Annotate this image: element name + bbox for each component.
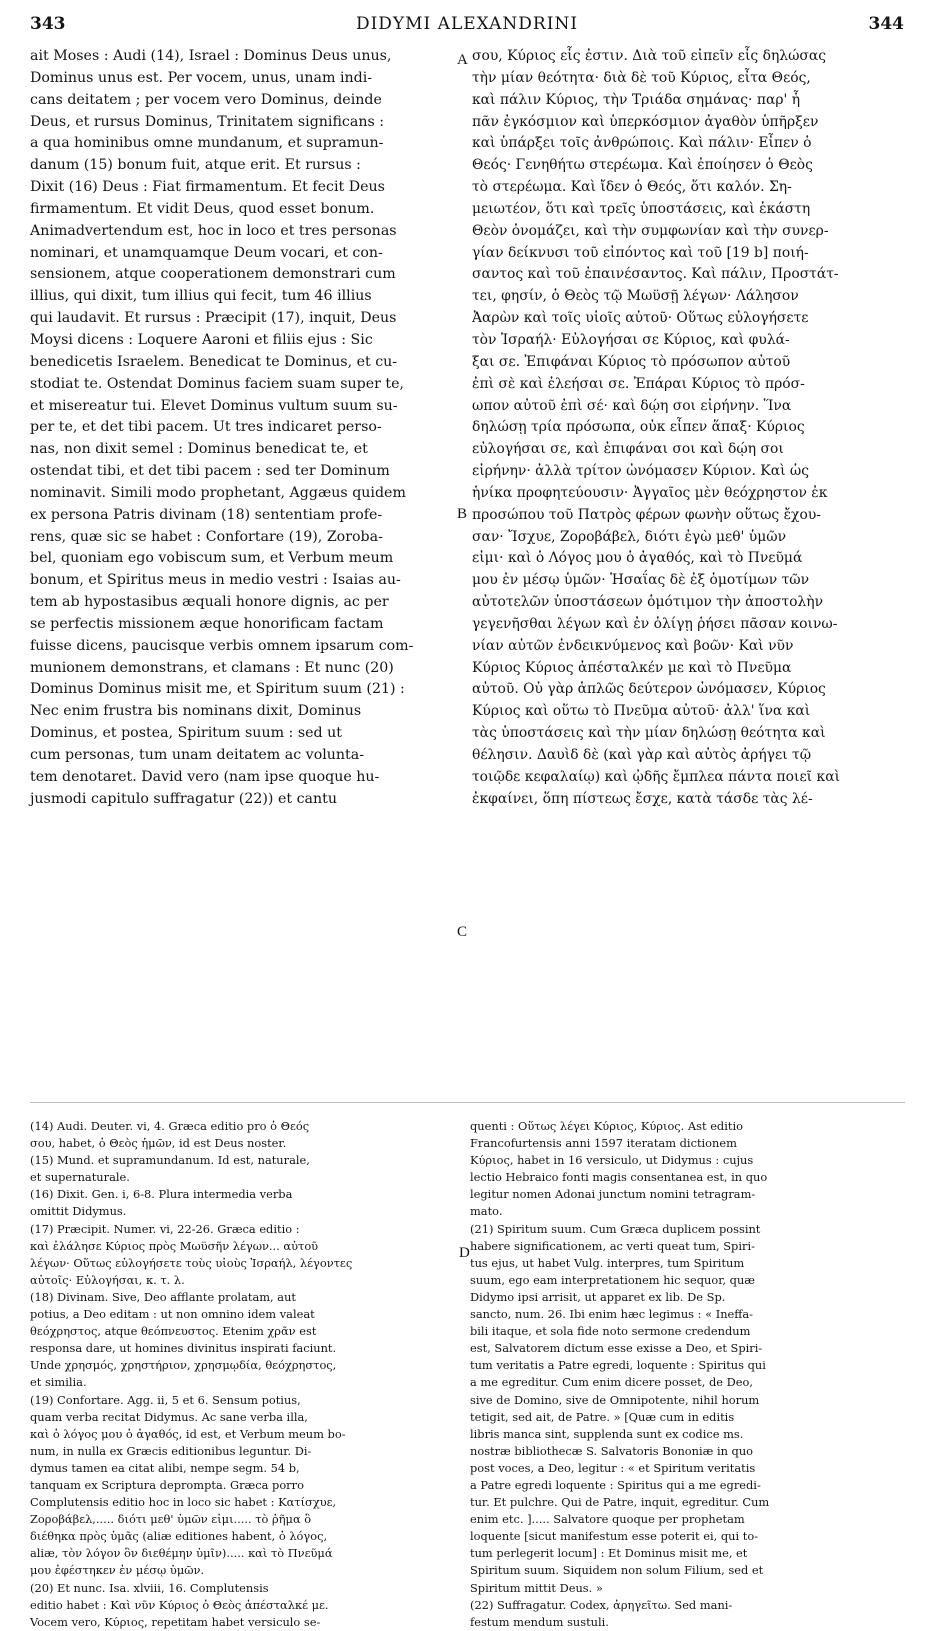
- margin-marker-a: A: [457, 52, 468, 68]
- greek-text-line: μου ἐν μέσῳ ὑμῶν· Ἡσαΐας δὲ ἐξ ὁμοτίμων τῶν: [472, 572, 810, 589]
- footnote-line: num, in nulla ex Græcis editionibus leguntur. Di-: [30, 1443, 312, 1458]
- footnote-line: tum perlegerit locum] : Et Dominus misit me, et: [470, 1546, 748, 1561]
- footnote-line: (20) Et nunc. Isa. xlviii, 16. Complutensis: [30, 1580, 269, 1595]
- latin-text-line: bonum, et Spiritus meus in medio vestri : Isaias au-: [30, 572, 401, 589]
- footnote-line: (21) Spiritum suum. Cum Græca duplicem possint: [470, 1221, 761, 1236]
- greek-text-line: ἐκφαίνει, ὅπη πίστεως ἔσχε, κατὰ τάσδε τὰς λέ-: [472, 790, 813, 807]
- latin-text-line: fuisse dicens, paucisque verbis omnem ipsarum com-: [30, 637, 414, 654]
- greek-text-line: τὸ στερέωμα. Καὶ ἴδεν ὁ Θεός, ὅτι καλόν. Ση-: [472, 179, 792, 196]
- footnote-line: (18) Divinam. Sive, Deo afflante prolatam, aut: [30, 1289, 296, 1304]
- footnote-line: aliæ, τὸν λόγον ὃν διεθέμην ὑμῖν)..... καὶ τὸ Πνεῦμά: [30, 1546, 333, 1561]
- footnote-line: potius, a Deo editam : ut non omnino idem valeat: [30, 1307, 315, 1322]
- latin-text-line: per te, et det tibi pacem. Ut tres indicaret perso-: [30, 419, 382, 436]
- latin-text-line: nominari, et unamquamque Deum vocari, et con-: [30, 244, 383, 261]
- latin-text-line: et misereatur tui. Elevet Dominus vultum suum su-: [30, 397, 398, 414]
- greek-text-line: εἰρήνην· ἀλλὰ τρίτον ὠνόμασεν Κύριον. Καὶ ὡς: [472, 463, 810, 480]
- footnote-line: et supernaturale.: [30, 1170, 130, 1185]
- footnote-line: loquente [sicut manifestum esse poterit ei, qui to-: [470, 1529, 759, 1544]
- footnote-line: mato.: [470, 1204, 503, 1219]
- greek-text-line: νίαν αὐτῶν ἐνδεικνύμενος καὶ βοῶν· Καὶ νῦν: [472, 637, 794, 654]
- latin-text-line: Deus, et rursus Dominus, Trinitatem significans :: [30, 113, 385, 130]
- greek-text-line: γεγενῆσθαι λέγων καὶ ἐν ὀλίγῃ ῥήσει πᾶσαν κοινω-: [472, 615, 838, 632]
- running-title: DIDYMI ALEXANDRINI: [355, 14, 579, 34]
- latin-text-line: Dixit (16) Deus : Fiat firmamentum. Et fecit Deus: [30, 179, 385, 196]
- footnote-separator: [30, 1102, 905, 1103]
- latin-text-line: nominavit. Simili modo prophetant, Aggæus quidem: [30, 484, 406, 501]
- footnote-line: sive de Domino, sive de Omnipotente, nihil horum: [470, 1392, 760, 1407]
- footnote-line: tum veritatis a Patre egredi, loquente : Spiritus qui: [470, 1358, 766, 1373]
- latin-text-line: a qua hominibus omne mundanum, et supramun-: [30, 135, 384, 152]
- greek-text-line: τοιῷδε κεφαλαίῳ) καὶ ᾠδῆς ἔμπλεα πάντα ποιεῖ καὶ: [472, 768, 841, 785]
- greek-text-line: Ἀαρὼν καὶ τοῖς υἱοῖς αὐτοῦ· Οὕτως εὐλογήσετε: [472, 310, 809, 327]
- footnote-line: (19) Confortare. Agg. ii, 5 et 6. Sensum potius,: [30, 1392, 301, 1407]
- greek-text-line: εὐλογήσαι σε, καὶ ἐπιφάναι σοι καὶ δῴη σοι: [472, 441, 784, 458]
- footnote-line: Spiritum mittit Deus. »: [470, 1580, 603, 1595]
- greek-text-line: αὐτοῦ. Οὐ γὰρ ἁπλῶς δεύτερον ὠνόμασεν, Κύριος: [472, 681, 826, 698]
- footnote-line: quenti : Οὕτως λέγει Κύριος, Κύριος. Ast editio: [470, 1119, 743, 1133]
- latin-text-line: jusmodi capitulo suffragatur (22)) et cantu: [30, 790, 337, 807]
- footnote-line: libris manca sint, supplenda sunt ex codice ms.: [470, 1426, 744, 1441]
- footnote-line: (17) Præcipit. Numer. vi, 22-26. Græca editio :: [30, 1221, 300, 1236]
- footnote-line: a me egreditur. Cum enim dicere posset, de Deo,: [470, 1375, 753, 1390]
- latin-text-line: se perfectis missionem æque honorificam factam: [30, 615, 384, 632]
- greek-text-line: καὶ πάλιν Κύριος, τὴν Τριάδα σημάνας· παρ' ἧ: [472, 91, 801, 108]
- latin-text-line: bel, quoniam ego vobiscum sum, et Verbum meum: [30, 550, 394, 567]
- latin-text-line: rens, quæ sic se habet : Confortare (19), Zoroba-: [30, 528, 383, 545]
- latin-text-line: benedicetis Israelem. Benedicat te Dominus, et cu-: [30, 353, 398, 370]
- greek-text-line: γίαν δείκνυσι τοῦ εἰπόντος καὶ τοῦ [19 b] ποιή-: [472, 244, 809, 261]
- latin-text-line: ostendat tibi, et det tibi pacem : sed ter Dominum: [30, 463, 390, 480]
- footnote-line: καὶ ὁ λόγος μου ὁ ἀγαθός, id est, et Verbum meum bo-: [30, 1426, 346, 1441]
- footnote-line: est, Salvatorem dictum esse exisse a Deo, et Spiri-: [470, 1341, 763, 1356]
- latin-text-line: tem denotaret. David vero (nam ipse quoque hu-: [30, 768, 380, 785]
- footnote-line: nostræ bibliothecæ S. Salvatoris Bononiæ in quo: [470, 1443, 754, 1458]
- greek-text-line: καὶ ὑπάρξει τοῖς ἀνθρώποις. Καὶ πάλιν· Εἶπεν ὁ: [472, 135, 812, 152]
- footnote-line: legitur nomen Adonai junctum nomini tetragram-: [470, 1187, 756, 1202]
- footnote-line: dymus tamen ea citat alibi, nempe segm. 54 b,: [30, 1460, 300, 1475]
- greek-text-line: σαν· Ἴσχυε, Ζοροβάβελ, διότι ἐγὼ μεθ' ὑμῶν: [472, 528, 787, 545]
- footnote-line: (22) Suffragatur. Codex, ἀρηγεῖτω. Sed mani-: [470, 1597, 733, 1612]
- footnote-line: Francofurtensis anni 1597 iteratam dictionem: [470, 1136, 737, 1151]
- greek-text-line: ἐπὶ σὲ καὶ ἐλεήσαι σε. Ἐπάραι Κύριος τὸ πρόσ-: [472, 375, 805, 392]
- footnote-line: tus ejus, ut habet Vulg. interpres, tum Spiritum: [470, 1255, 745, 1270]
- page-number-left: 343: [30, 14, 66, 34]
- footnote-line: lectio Hebraico fonti magis consentanea est, in quo: [470, 1170, 768, 1185]
- footnote-line: αὐτοῖς· Εὐλογήσαι, κ. τ. λ.: [30, 1272, 185, 1287]
- greek-text-line: Κύριος καὶ οὕτω τὸ Πνεῦμα αὐτοῦ· ἀλλ' ἵνα καὶ: [472, 703, 811, 720]
- greek-text-line: μειωτέον, ὅτι καὶ τρεῖς ὑποστάσεις, καὶ ἑκάστη: [472, 200, 811, 217]
- footnote-line: Ζοροβάβελ,..... διότι μεθ' ὑμῶν εἰμι..... τὸ ῥῆμα ὃ: [30, 1512, 312, 1527]
- latin-text-line: nas, non dixit semel : Dominus benedicat te, et: [30, 441, 368, 458]
- footnote-line: bili itaque, et sola fide noto sermone credendum: [470, 1324, 751, 1339]
- footnote-line: μου ἐφέστηκεν ἐν μέσῳ ὑμῶν.: [30, 1563, 205, 1578]
- greek-text-line: σαντος καὶ τοῦ ἐπαινέσαντος. Καὶ πάλιν, Προστάτ-: [472, 266, 839, 283]
- margin-marker-b: B: [457, 506, 468, 522]
- latin-text-line: Dominus, et postea, Spiritum suum : sed ut: [30, 725, 342, 742]
- footnote-line: Κύριος, habet in 16 versiculo, ut Didymus : cujus: [470, 1153, 754, 1168]
- latin-text-line: Nec enim frustra bis nominans dixit, Dominus: [30, 703, 362, 720]
- greek-text-line: εἰμι· καὶ ὁ Λόγος μου ὁ ἀγαθός, καὶ τὸ Πνεῦμά: [472, 550, 803, 567]
- greek-text-line: ξαι σε. Ἐπιφάναι Κύριος τὸ πρόσωπον αὐτοῦ: [472, 353, 791, 370]
- greek-text-line: ἡνίκα προφητεύουσιν· Ἀγγαῖος μὲν θεόχρηστον ἐκ: [472, 484, 828, 501]
- greek-text-line: Κύριος Κύριος ἀπέσταλκέν με καὶ τὸ Πνεῦμα: [472, 659, 792, 676]
- footnote-line: suum, ego eam interpretationem hic sequor, quæ: [470, 1272, 756, 1287]
- footnote-line: tur. Et pulchre. Qui de Patre, inquit, egreditur. Cum: [470, 1495, 770, 1510]
- latin-text-line: Animadvertendum est, hoc in loco et tres personas: [30, 222, 397, 239]
- footnote-line: quam verba recitat Didymus. Ac sane verba illa,: [30, 1409, 308, 1424]
- footnote-line: θεόχρηστος, atque θεόπνευστος. Etenim χρᾶν est: [30, 1324, 317, 1339]
- latin-text-line: firmamentum. Et vidit Deus, quod esset bonum.: [30, 200, 375, 217]
- greek-text-line: σου, Κύριος εἷς ἐστιν. Διὰ τοῦ εἰπεῖν εἷς δηλώσας: [472, 48, 827, 64]
- footnote-line: διέθηκα πρὸς ὑμᾶς (aliæ editiones habent, ὁ λόγος,: [30, 1529, 328, 1544]
- greek-text-line: αὐτοτελῶν ὑποστάσεων ὁμότιμον τὴν ἀποστολὴν: [472, 594, 824, 611]
- greek-text-line: ωπον αὐτοῦ ἐπὶ σέ· καὶ δῴη σοι εἰρήνην. Ἵνα: [472, 397, 792, 414]
- greek-text-line: Θεὸν ὀνομάζει, καὶ τὴν συμφωνίαν καὶ τὴν συνερ-: [472, 222, 829, 239]
- footnotes-left-column: [30, 1118, 458, 1629]
- footnote-line: (15) Mund. et supramundanum. Id est, naturale,: [30, 1153, 310, 1168]
- latin-text-line: danum (15) bonum fuit, atque erit. Et rursus :: [30, 157, 361, 174]
- footnote-line: (16) Dixit. Gen. i, 6-8. Plura intermedia verba: [30, 1187, 293, 1202]
- footnote-line: a Patre egredi loquente : Spiritus qui a me egredi-: [470, 1477, 761, 1492]
- latin-text-line: Dominus Dominus misit me, et Spiritum suum (21) :: [30, 681, 405, 698]
- footnote-line: habere significationem, ac verti queat tum, Spiri-: [470, 1238, 755, 1253]
- greek-text-line: Θεός· Γενηθήτω στερέωμα. Καὶ ἐποίησεν ὁ Θεὸς: [472, 157, 813, 174]
- latin-text-line: qui laudavit. Et rursus : Præcipit (17), inquit, Deus: [30, 310, 397, 327]
- footnotes-right-column: [470, 1118, 905, 1629]
- latin-text-line: ex persona Patris divinam (18) sententiam profe-: [30, 506, 383, 523]
- greek-text-column: [472, 46, 905, 1076]
- footnote-line: σου, habet, ὁ Θεὸς ἡμῶν, id est Deus noster.: [30, 1136, 287, 1151]
- latin-text-line: sensionem, atque cooperationem demonstrari cum: [30, 266, 396, 283]
- footnote-line: et similia.: [30, 1375, 87, 1390]
- footnote-line: editio habet : Καὶ νῦν Κύριος ὁ Θεὸς ἀπέσταλκέ με.: [30, 1597, 329, 1612]
- latin-text-line: Moysi dicens : Loquere Aaroni et filiis ejus : Sic: [30, 331, 373, 348]
- greek-text-line: τὰς ὑποστάσεις καὶ τὴν μίαν δηλώσῃ θεότητα καὶ: [472, 725, 826, 742]
- footnote-line: post voces, a Deo, legitur : « et Spiritum veritatis: [470, 1460, 756, 1475]
- footnote-line: responsa dare, ut homines divinitus inspirati faciunt.: [30, 1341, 337, 1356]
- footnote-line: Complutensis editio hoc in loco sic habet : Κατίσχυε,: [30, 1495, 337, 1510]
- greek-text-line: πᾶν ἐγκόσμιον καὶ ὑπερκόσμιον ἀγαθὸν ὑπῆρξεν: [472, 113, 819, 130]
- latin-text-line: tem ab hypostasibus æquali honore dignis, ac per: [30, 594, 389, 611]
- footnote-line: Spiritum suum. Siquidem non solum Filium, sed et: [470, 1563, 764, 1578]
- margin-marker-d: D: [459, 1245, 470, 1261]
- margin-marker-c: C: [457, 924, 468, 940]
- footnote-line: Vocem vero, Κύριος, repetitam habet versiculo se-: [30, 1614, 321, 1629]
- footnote-line: sancto, num. 26. Ibi enim hæc legimus : « Ineffa-: [470, 1307, 753, 1322]
- footnote-line: enim etc. ]..... Salvatore quoque per prophetam: [470, 1512, 745, 1527]
- footnote-line: tetigit, sed ait, de Patre. » [Quæ cum in editis: [470, 1409, 735, 1424]
- latin-text-line: munionem demonstrans, et clamans : Et nunc (20): [30, 659, 394, 676]
- footnote-line: (14) Audi. Deuter. vi, 4. Græca editio pro ὁ Θεός: [30, 1119, 310, 1133]
- footnote-line: καὶ ἐλάλησε Κύριος πρὸς Μωϋσῆν λέγων... αὐτοῦ: [30, 1238, 319, 1253]
- latin-text-line: cum personas, tum unam deitatem ac volunta-: [30, 747, 364, 763]
- footnote-line: Unde χρησμός, χρηστήριον, χρησμῳδία, θεόχρηστος,: [30, 1358, 337, 1373]
- page-number-right: 344: [868, 14, 904, 34]
- latin-text-line: cans deitatem ; per vocem vero Dominus, deinde: [30, 91, 382, 108]
- latin-text-line: stodiat te. Ostendat Dominus faciem suam super te,: [30, 375, 404, 392]
- greek-text-line: τὸν Ἰσραήλ· Εὐλογήσαι σε Κύριος, καὶ φυλά-: [472, 331, 790, 348]
- footnote-line: tanquam ex Scriptura deprompta. Græca porro: [30, 1477, 304, 1492]
- greek-text-line: προσώπου τοῦ Πατρὸς φέρων φωνὴν οὕτως ἔχου-: [472, 506, 821, 523]
- greek-text-line: δηλώσῃ τρία πρόσωπα, οὐκ εἶπεν ἅπαξ· Κύριος: [472, 419, 805, 436]
- latin-text-line: Dominus unus est. Per vocem, unus, unam indi-: [30, 69, 373, 86]
- greek-text-line: θέλησιν. Δαυὶδ δὲ (καὶ γὰρ καὶ αὐτὸς ἀρήγει τῷ: [472, 747, 812, 763]
- latin-text-line: illius, qui dixit, tum illius qui fecit, tum 46 illius: [30, 288, 372, 305]
- latin-text-line: ait Moses : Audi (14), Israel : Dominus Deus unus,: [30, 48, 392, 64]
- greek-text-line: τὴν μίαν θεότητα· διὰ δὲ τοῦ Κύριος, εἶτα Θεός,: [472, 69, 811, 86]
- footnote-line: Didymo ipsi arrisit, ut apparet ex lib. De Sp.: [470, 1289, 726, 1304]
- footnote-line: festum mendum sustuli.: [470, 1614, 609, 1629]
- latin-text-column: [30, 46, 454, 1076]
- footnote-line: omittit Didymus.: [30, 1204, 127, 1219]
- greek-text-line: τει, φησίν, ὁ Θεὸς τῷ Μωϋσῇ λέγων· Λάλησον: [472, 288, 799, 305]
- footnote-line: λέγων· Οὕτως εὐλογήσετε τοὺς υἱοὺς Ἰσραήλ, λέγοντες: [30, 1255, 353, 1270]
- running-header: [30, 14, 904, 38]
